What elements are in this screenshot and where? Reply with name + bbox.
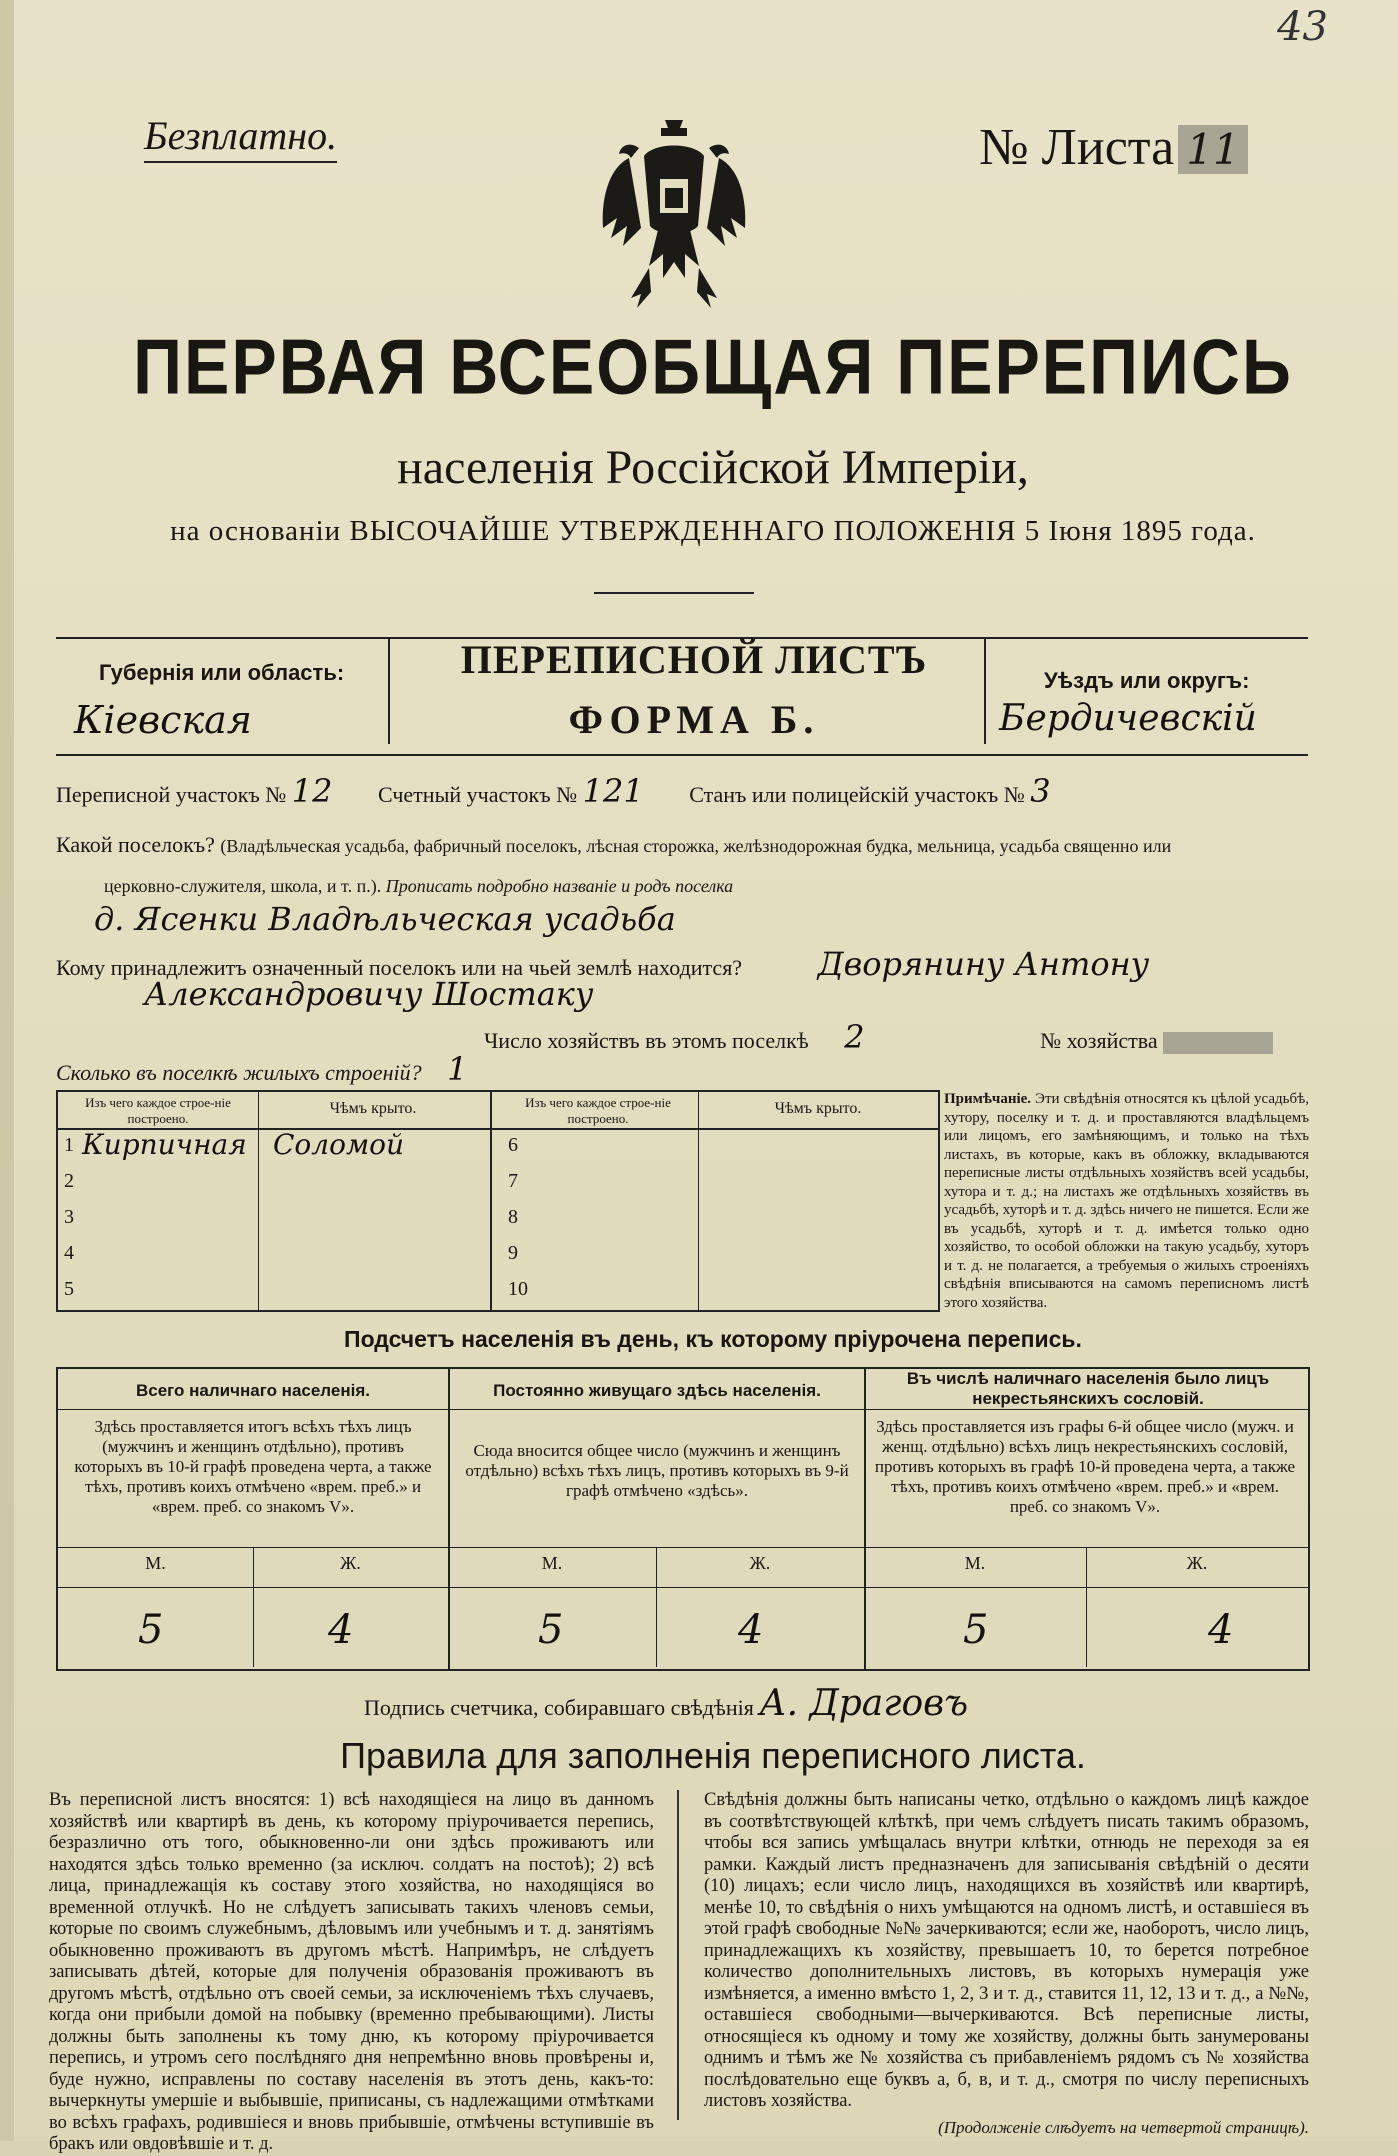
stan-value: 3 bbox=[1030, 772, 1051, 810]
row-number: 4 bbox=[64, 1242, 74, 1264]
row-number: 1 bbox=[64, 1134, 74, 1156]
uezd-label: Уѣздъ или округъ: bbox=[1044, 668, 1250, 693]
buildings-table bbox=[56, 1090, 940, 1312]
note-text: Эти свѣдѣнія относятся къ цѣлой усадьбѣ, хутору, поселку и т. д. и проставляются владѣльцемъ или лицомъ, его замѣняющимъ, и только на тѣхъ листахъ, въ которые, какъ въ обложку, вкладываются переписные листы отдѣльныхъ хозяйствъ всей усадьбы, хутора и т. д.; на листахъ же отдѣльныхъ хозяйствъ въ усадьбѣ, хуторѣ и т. д. здѣсь ничего не пишется. Если же въ усадьбѣ, хуторѣ и т. д. имѣется только одно хозяйство, то особой обложки на такую усадьбу, хуторъ и т. д. не полагается, а требуемыя о жилыхъ строеніяхъ свѣдѣнія вписываются на самомъ переписномъ листѣ этого хозяйства. bbox=[944, 1091, 1310, 1311]
row-number: 5 bbox=[64, 1278, 74, 1300]
female-count: 4 bbox=[738, 1607, 764, 1653]
settlement-instruction: Прописать подробно названіе и родъ поселка bbox=[385, 876, 734, 896]
owner-value-2: Александровичу Шостаку bbox=[144, 975, 594, 1013]
female-count: 4 bbox=[1208, 1607, 1234, 1653]
households-label: Число хозяйствъ въ этомъ поселкѣ bbox=[484, 1028, 809, 1053]
male-count: 5 bbox=[138, 1607, 164, 1653]
buildings-label: Сколько въ поселкѣ жилыхъ строеній? bbox=[56, 1060, 422, 1085]
settlement-value: д. Ясенки Владѣльческая усадьба bbox=[94, 900, 676, 938]
free-label: Безплатно. bbox=[144, 112, 337, 163]
population-heading: Подсчетъ населенія въ день, къ которому пріурочена перепись. bbox=[344, 1326, 1082, 1352]
note-heading: Примѣчаніе. bbox=[944, 1091, 1032, 1107]
form-title: ФОРМА Б. bbox=[568, 697, 820, 742]
uchastok-label: Переписной участокъ № bbox=[56, 782, 287, 807]
continued-note: (Продолженіе слѣдуетъ на четвертой страницѣ). bbox=[938, 2117, 1309, 2137]
census-subtitle: населенія Россійской Имперіи, bbox=[397, 441, 1029, 494]
rules-right-text: Свѣдѣнія должны быть написаны четко, отдѣльно о каждомъ лицѣ каждое въ соотвѣтствующей клѣткѣ, при чемъ слѣдуетъ писать такимъ образомъ, чтобы вся запись умѣщалась внутри клѣтки, отнюдь не переходя за ея рамки. Каждый листъ предназначенъ для записыванія свѣдѣній о десяти (10) лицахъ; если число лицъ, находящихся въ хозяйствѣ или квартирѣ, менѣе 10, то свѣдѣнія о нихъ умѣщаются на одномъ листѣ, и оставшіеся въ этой графѣ свободные №№ зачеркиваются; если же, наоборотъ, число лицъ, принадлежащихъ къ хозяйству, превышаетъ 10, то берется потребное количество дополнительныхъ листовъ, въ которыхъ нумерація уже измѣняется, а именно вмѣсто 1, 2, 3 и т. д., ставится 11, 12, 13 и т. д., а №№, оставшіеся свободными—вычеркиваются. Всѣ переписные листы, относящіеся къ одному и тому же хозяйству, должны быть занумерованы однимъ и тѣмъ же № хозяйства съ прибавленіемъ рядомъ съ № хозяйства послѣдовательно еще буквъ а, б, в, и т. д., смотря по числу переписныхъ листовъ хозяйства. bbox=[704, 1790, 1309, 2111]
column-title: Въ числѣ наличнаго населенія было лицъ некрестьянскихъ сословій. bbox=[906, 1369, 1270, 1408]
row-number: 8 bbox=[508, 1206, 518, 1228]
settlement-examples: (Владѣльческая усадьба, фабричный поселокъ, лѣсная сторожка, желѣзнодорожная будка, мельница, усадьба священно или bbox=[220, 836, 1172, 856]
divider bbox=[58, 1587, 1308, 1588]
settlement-value-line bbox=[94, 900, 676, 938]
census-basis: на основаніи ВЫСОЧАЙШЕ УТВЕРЖДЕННАГО ПОЛОЖЕНІЯ 5 Іюня 1895 года. bbox=[170, 515, 1256, 547]
female-label: Ж. bbox=[749, 1553, 771, 1573]
page-number: 43 bbox=[1277, 4, 1328, 50]
signature-line bbox=[364, 1683, 968, 1724]
male-label: М. bbox=[541, 1553, 563, 1573]
gubernia-label: Губернія или область: bbox=[99, 660, 345, 685]
owner-value-1: Дворянину Антону bbox=[817, 945, 1150, 983]
divider bbox=[864, 1369, 866, 1669]
column-title: Постоянно живущаго здѣсь населенія. bbox=[493, 1381, 821, 1400]
buildings-line bbox=[56, 1050, 467, 1088]
male-count: 5 bbox=[538, 1607, 564, 1653]
divider bbox=[58, 1547, 1308, 1548]
gubernia-value: Кіевская bbox=[74, 698, 252, 742]
roof-header: Чѣмъ крыто. bbox=[329, 1100, 417, 1117]
divider bbox=[594, 592, 754, 594]
building-material: Кирпичная bbox=[82, 1128, 247, 1161]
row-number: 10 bbox=[508, 1278, 528, 1300]
rules-heading: Правила для заполненія переписного листа. bbox=[340, 1735, 1086, 1776]
row-number: 6 bbox=[508, 1134, 518, 1156]
roof-header: Чѣмъ крыто. bbox=[774, 1100, 862, 1117]
settlement-line bbox=[56, 832, 1171, 858]
material-header: Изъ чего каждое строе-ніе построено. bbox=[525, 1095, 671, 1126]
divider bbox=[388, 639, 390, 744]
rules-left-text: Въ переписной листъ вносятся: 1) всѣ находящіеся на лицо въ данномъ хозяйствѣ или квартирѣ въ день, къ которому пріурочивается перепись, безразлично отъ того, обыкновенно-ли они здѣсь проживаютъ или находятся здѣсь только временно (за исключ. солдатъ на постоѣ); 2) всѣ лица, принадлежащія къ составу этого хозяйства, но находящіяся во временной отлучкѣ. Но не слѣдуетъ записывать такихъ членовъ семьи, которые по своимъ служебнымъ, дѣловымъ или учебнымъ и т. д. занятіямъ обыкновенно проживаютъ въ другомъ мѣстѣ. Напримѣръ, не слѣдуетъ записывать дѣтей, которые для полученія образованія проживаютъ въ другомъ мѣстѣ, отдѣльно отъ своей семьи, за исключеніемъ тѣхъ случаевъ, когда они прибыли домой на побывку (временно пребывающими). Листы должны быть заполнены къ тому дню, къ которому пріурочивается перепись, и утромъ сего послѣдняго дня непремѣнно вновь провѣрены и, буде нужно, исправлены по составу населенія въ этотъ день, какъ-то: вычеркнуты умершіе и выбывшіе, приписаны, съ надлежащими отмѣтками во всѣхъ графахъ, родившіеся и вновь прибывшіе, отмѣчены вступившіе въ бракъ или овдовѣвшіе и т. д. bbox=[49, 1790, 654, 2154]
female-label: Ж. bbox=[340, 1553, 361, 1573]
double-headed-eagle-emblem bbox=[599, 118, 749, 318]
divider bbox=[698, 1092, 699, 1310]
sheet-number-value: 11 bbox=[1178, 125, 1247, 174]
household-number-value bbox=[1163, 1032, 1273, 1054]
divider bbox=[258, 1092, 259, 1310]
sheet-number-label: № Листа bbox=[979, 119, 1175, 176]
schetny-label: Счетный участокъ № bbox=[377, 782, 578, 807]
settlement-question: Какой поселокъ? bbox=[56, 832, 215, 857]
female-label: Ж. bbox=[1186, 1553, 1208, 1573]
divider bbox=[448, 1369, 450, 1669]
uezd-value: Бердичевскій bbox=[999, 698, 1257, 739]
row-number: 2 bbox=[64, 1170, 74, 1192]
column-description: Здѣсь проставляется итогъ всѣхъ тѣхъ лицъ (мужчинъ и женщинъ отдѣльно), противъ которыхъ въ 10-й графѣ проведена черта, а также тѣхъ, противъ коихъ отмѣчено «врем. преб.» и «врем. преб. со знакомъ V». bbox=[74, 1417, 432, 1516]
population-table bbox=[56, 1367, 1310, 1671]
divider bbox=[490, 1092, 492, 1310]
male-count: 5 bbox=[963, 1607, 989, 1653]
signature-label: Подпись счетчика, собиравшаго свѣдѣнія bbox=[364, 1695, 754, 1720]
signature-value: А. Драговъ bbox=[759, 1683, 969, 1724]
census-district-line bbox=[56, 772, 1051, 810]
note-block bbox=[944, 1090, 1309, 1312]
divider bbox=[677, 1790, 679, 2120]
households-value: 2 bbox=[844, 1018, 865, 1056]
male-label: М. bbox=[145, 1553, 166, 1573]
column-description: Здѣсь проставляется изъ графы 6-й общее число (мужч. и женщ. отдѣльно) всѣхъ лицъ некрестьянскихъ сословій, противъ которыхъ въ графѣ 10-й проведена черта, а также тѣхъ, противъ коихъ отмѣчено «врем. преб.» и «врем. преб. со знакомъ V». bbox=[874, 1417, 1296, 1516]
stan-label: Станъ или полицейскій участокъ № bbox=[689, 782, 1025, 807]
female-count: 4 bbox=[328, 1607, 354, 1653]
settlement-line-2 bbox=[104, 876, 733, 897]
building-roof: Соломой bbox=[273, 1128, 405, 1161]
row-number: 3 bbox=[64, 1206, 74, 1228]
owner-line-2 bbox=[144, 975, 593, 1013]
buildings-value: 1 bbox=[447, 1050, 468, 1088]
row-number: 7 bbox=[508, 1170, 518, 1192]
material-header: Изъ чего каждое строе-ніе построено. bbox=[85, 1095, 231, 1126]
settlement-examples-2: церковно-служителя, школа, и т. п.). bbox=[104, 876, 382, 896]
households-line bbox=[484, 1018, 1273, 1056]
divider bbox=[58, 1409, 1308, 1410]
schetny-value: 121 bbox=[582, 772, 644, 810]
household-number-label: № хозяйства bbox=[1040, 1028, 1158, 1053]
male-label: М. bbox=[964, 1553, 986, 1573]
census-title: ПЕРВАЯ ВСЕОБЩАЯ ПЕРЕПИСЬ bbox=[133, 323, 1293, 411]
list-title: ПЕРЕПИСНОЙ ЛИСТЪ bbox=[460, 637, 928, 682]
owner-question: Кому принадлежитъ означенный поселокъ или на чьей землѣ находится? bbox=[56, 955, 743, 980]
rules-right-column bbox=[704, 1790, 1309, 2138]
column-title: Всего наличнаго населенія. bbox=[136, 1381, 370, 1400]
column-description: Сюда вносится общее число (мужчинъ и женщинъ отдѣльно) всѣхъ тѣхъ лицъ, противъ которыхъ въ 9-й графѣ отмѣчено «здѣсь». bbox=[465, 1441, 849, 1500]
uchastok-value: 12 bbox=[291, 772, 333, 810]
sheet-number bbox=[979, 118, 1248, 177]
row-number: 9 bbox=[508, 1242, 518, 1264]
